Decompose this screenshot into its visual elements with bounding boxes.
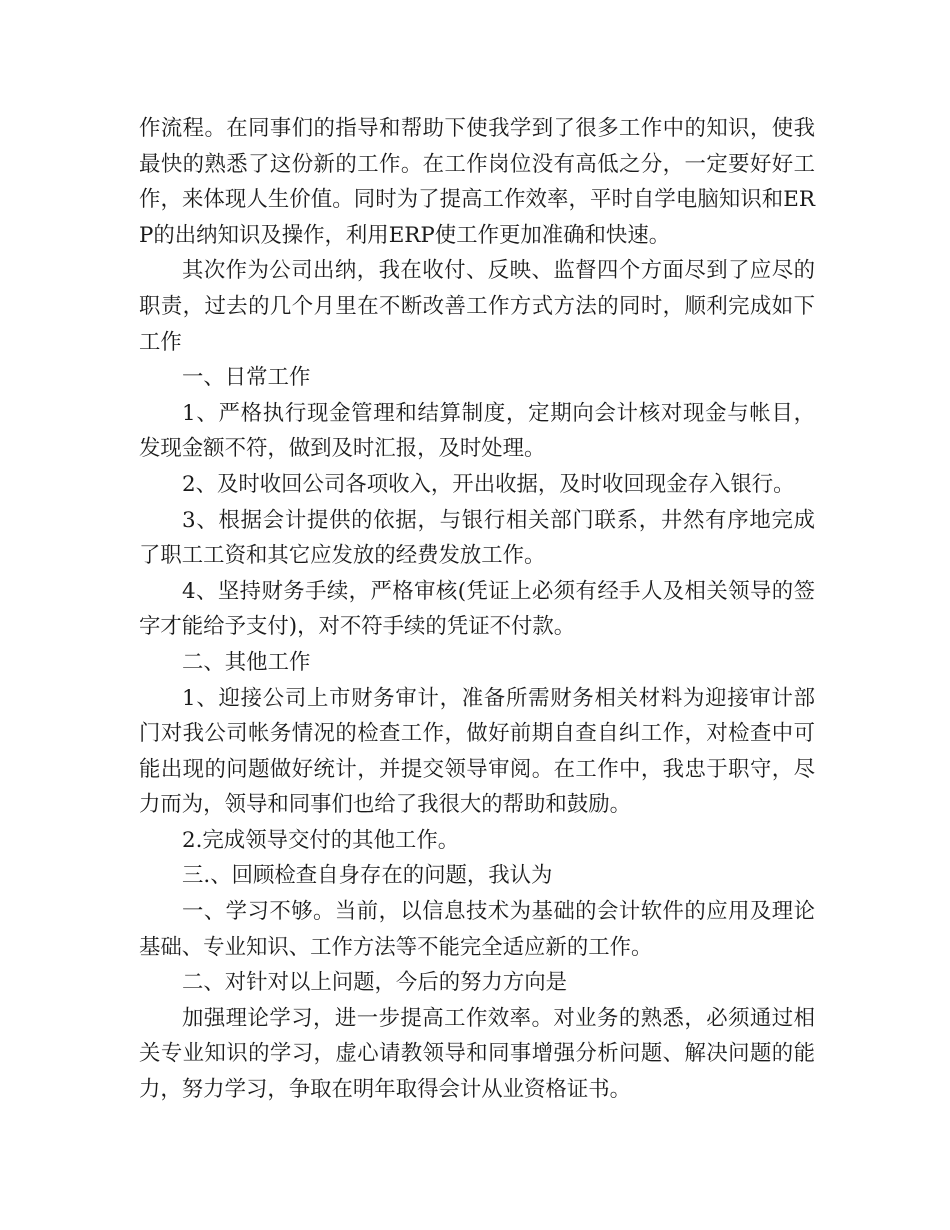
list-item-collect-income: 2、及时收回公司各项收入，开出收据，及时收回现金存入银行。	[182, 471, 795, 497]
paragraph-strengthen-learning: 加强理论学习，进一步提高工作效率。对业务的熟悉，必须通过相关专业知识的学习，虚心请教领导和同事增强分析问题、解决问题的能力，努力学习，争取在明年取得会计从业资格证书。	[139, 1005, 815, 1103]
section-heading-other-work: 二、其他工作	[182, 649, 311, 675]
section-heading-daily-work: 一、日常工作	[182, 365, 311, 391]
paragraph-work-process: 作流程。在同事们的指导和帮助下使我学到了很多工作中的知识，使我最快的熟悉了这份新的工作。在工作岗位没有高低之分，一定要好好工作，来体现人生价值。同时为了提高工作效率，平时自学电脑知识和ERP的出纳知识及操作，利用ERP使工作更加准确和快速。	[139, 116, 815, 248]
list-item-cash-management: 1、严格执行现金管理和结算制度，定期向会计核对现金与帐目，发现金额不符，做到及时汇报，及时处理。	[139, 400, 815, 462]
list-item-salary-payment: 3、根据会计提供的依据，与银行相关部门联系，井然有序地完成了职工工资和其它应发放的经费发放工作。	[139, 507, 815, 569]
list-item-leader-tasks: 2.完成领导交付的其他工作。	[182, 827, 460, 853]
section-heading-review: 三.、回顾检查自身存在的问题，我认为	[182, 863, 553, 889]
list-item-financial-procedures: 4、坚持财务手续，严格审核(凭证上必须有经手人及相关领导的签字才能给予支付)，对不符手续的凭证不付款。	[139, 578, 815, 640]
paragraph-cashier-duties: 其次作为公司出纳，我在收付、反映、监督四个方面尽到了应尽的职责，过去的几个月里在不断改善工作方式方法的同时，顺利完成如下工作	[139, 258, 815, 355]
section-heading-direction: 二、对针对以上问题，今后的努力方向是	[182, 970, 568, 996]
paragraph-insufficient-study: 一、学习不够。当前，以信息技术为基础的会计软件的应用及理论基础、专业知识、工作方法等不能完全适应新的工作。	[139, 899, 815, 960]
list-item-audit: 1、迎接公司上市财务审计，准备所需财务相关材料为迎接审计部门对我公司帐务情况的检查工作，做好前期自查自纠工作，对检查中可能出现的问题做好统计，并提交领导审阅。在工作中，我忠于职守，尽力而为，领导和同事们也给了我很大的帮助和鼓励。	[139, 685, 815, 818]
document-body	[139, 111, 815, 1108]
